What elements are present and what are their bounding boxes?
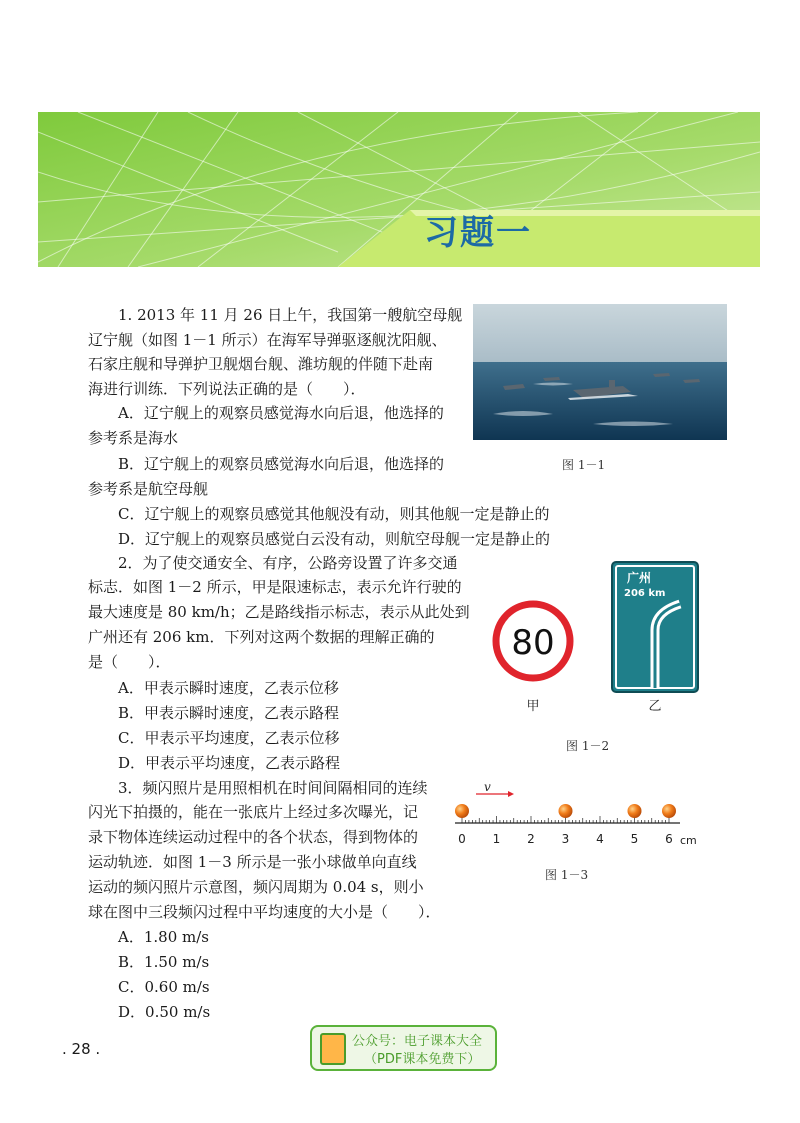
q1-option-a-line-2: 参考系是海水 (88, 429, 179, 447)
q1-option-d: D．辽宁舰上的观察员感觉白云没有动，则航空母舰一定是静止的 (118, 530, 551, 548)
q3-line-3: 录下物体连续运动过程中的各个状态，得到物体的 (88, 828, 419, 846)
q1-option-c: C．辽宁舰上的观察员感觉其他舰没有动，则其他舰一定是静止的 (118, 505, 550, 523)
ruler-tick-label: 4 (596, 832, 604, 846)
route-city: 广州 (627, 571, 652, 585)
chapter-title: 习题一 (424, 213, 532, 253)
q3-line-1: 3．频闪照片是用照相机在时间间隔相同的连续 (118, 779, 428, 797)
q1-line-2: 辽宁舰（如图 1－1 所示）在海军导弹驱逐舰沈阳舰、 (88, 331, 447, 349)
q2-line-4: 广州还有 206 km．下列对这两个数据的理解正确的 (88, 628, 435, 646)
label-yi: 乙 (648, 699, 662, 714)
ruler-tick-label: 6 (665, 832, 673, 846)
ruler-tick-label: 5 (630, 832, 639, 846)
strobe-ball (628, 804, 642, 818)
watermark-line-2: （PDF课本免费下） (364, 1052, 481, 1067)
q3-line-6: 球在图中三段频闪过程中平均速度的大小是（ ）． (88, 903, 441, 921)
chapter-banner (38, 112, 760, 267)
ruler-tick-label: 3 (561, 832, 570, 846)
q3-line-5: 运动的频闪照片示意图，频闪周期为 0.04 s，则小 (88, 878, 424, 896)
q1-option-a-line-1: A．辽宁舰上的观察员感觉海水向后退，他选择的 (118, 404, 444, 422)
figure-traffic-signs (490, 560, 710, 720)
route-sign (612, 562, 698, 692)
strobe-ball (559, 804, 573, 818)
velocity-label: v (484, 780, 491, 794)
ruler-tick-label: 2 (527, 832, 535, 846)
strobe-ball (662, 804, 676, 818)
figure-aircraft-carrier-photo (473, 304, 727, 440)
figure-1-2-caption: 图 1－2 (566, 739, 610, 753)
q1-line-1: 1. 2013 年 11 月 26 日上午，我国第一艘航空母舰 (118, 306, 463, 324)
figure-strobe-ruler (450, 777, 705, 852)
figure-1-1-caption: 图 1－1 (562, 458, 606, 472)
q3-option-a: A．1.80 m/s (118, 928, 209, 946)
q2-option-d: D．甲表示平均速度，乙表示路程 (118, 754, 341, 772)
ruler-tick-label: 0 (458, 832, 466, 846)
q2-line-5: 是（ ）． (88, 653, 171, 671)
q3-line-4: 运动轨迹．如图 1－3 所示是一张小球做单向直线 (88, 853, 417, 871)
q3-line-2: 闪光下拍摄的，能在一张底片上经过多次曝光，记 (88, 803, 419, 821)
q2-line-1: 2．为了使交通安全、有序，公路旁设置了许多交通 (118, 554, 458, 572)
q3-option-c: C．0.60 m/s (118, 978, 210, 996)
q1-option-b-line-2: 参考系是航空母舰 (88, 480, 209, 498)
watermark-badge (310, 1025, 497, 1071)
ruler-unit: cm (680, 834, 697, 847)
q3-option-b: B．1.50 m/s (118, 953, 210, 971)
q2-line-3: 最大速度是 80 km/h；乙是路线指示标志，表示从此处到 (88, 603, 470, 621)
q1-option-b-line-1: B．辽宁舰上的观察员感觉海水向后退，他选择的 (118, 455, 445, 473)
watermark-line-1: 公众号：电子课本大全 (352, 1034, 483, 1049)
q2-option-b: B．甲表示瞬时速度，乙表示路程 (118, 704, 340, 722)
route-distance: 206 km (624, 588, 666, 599)
q1-line-3: 石家庄舰和导弹护卫舰烟台舰、潍坊舰的伴随下赴南 (88, 355, 434, 373)
strobe-ball (455, 804, 469, 818)
q2-option-c: C．甲表示平均速度，乙表示位移 (118, 729, 340, 747)
q2-option-a: A．甲表示瞬时速度，乙表示位移 (118, 679, 339, 697)
q3-option-d: D．0.50 m/s (118, 1003, 211, 1021)
book-icon (320, 1033, 346, 1065)
q1-line-4: 海进行训练．下列说法正确的是（ ）． (88, 380, 366, 398)
figure-1-3-caption: 图 1－3 (545, 868, 589, 882)
q2-line-2: 标志．如图 1－2 所示，甲是限速标志，表示允许行驶的 (88, 578, 462, 596)
page-number: . 28 . (62, 1040, 101, 1058)
speed-limit-value: 80 (511, 623, 555, 663)
label-jia: 甲 (526, 699, 540, 714)
ruler-tick-label: 1 (492, 832, 501, 846)
